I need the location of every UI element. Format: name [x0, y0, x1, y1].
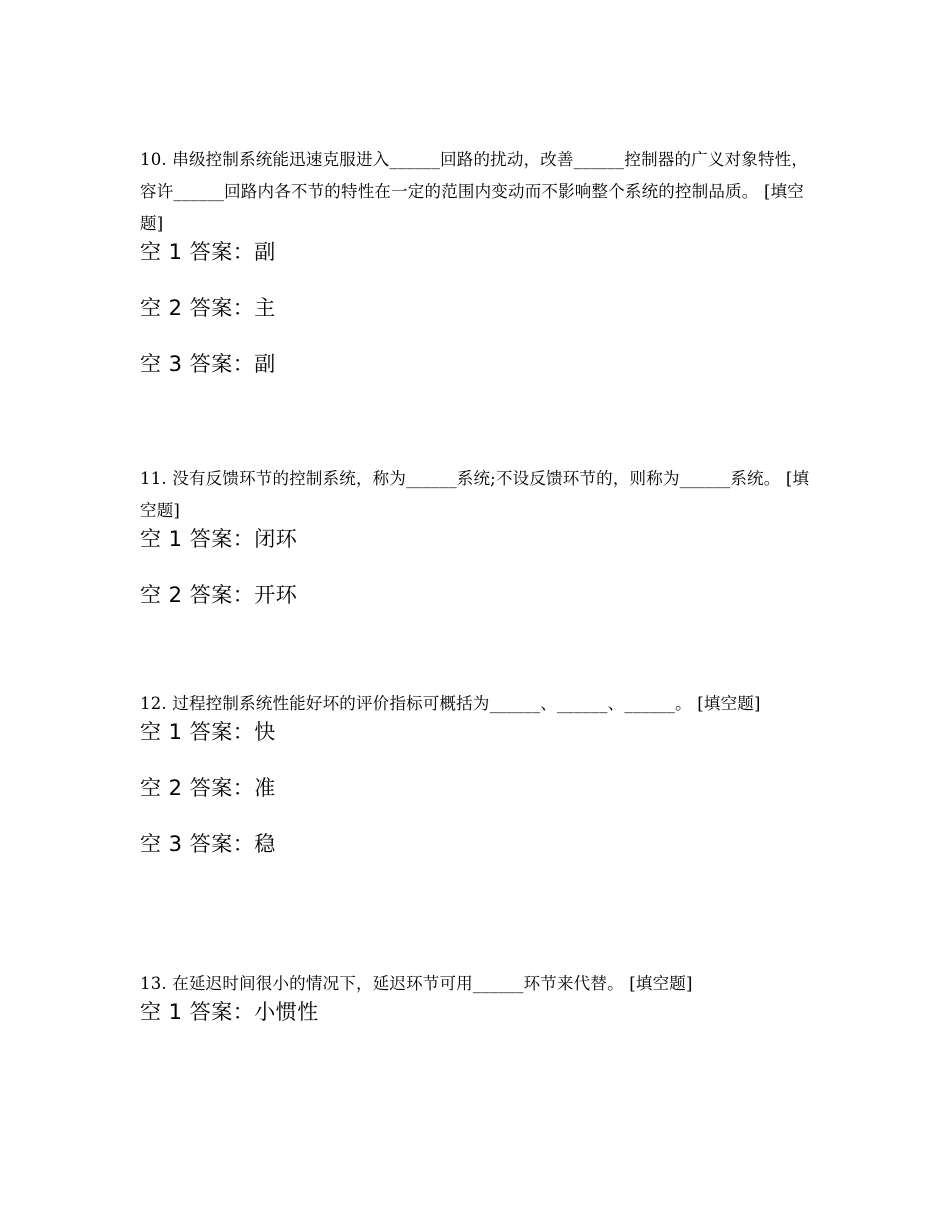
answer-blank-2: 空 2 答案：主 — [140, 296, 276, 320]
question-text: 12. 过程控制系统性能好坏的评价指标可概括为______、______、______。 [填空题] — [140, 694, 761, 713]
answer-blank-3: 空 3 答案：副 — [140, 352, 276, 376]
question-12 — [140, 688, 812, 884]
question-text: 13. 在延迟时间很小的情况下，延迟环节可用______环节来代替。 [填空题] — [140, 974, 693, 993]
answer-blank-3: 空 3 答案：稳 — [140, 832, 276, 856]
answer-blank-1: 空 1 答案：小惯性 — [140, 1000, 319, 1024]
question-13 — [140, 968, 812, 1052]
question-11 — [140, 463, 812, 635]
answer-list — [140, 716, 812, 884]
question-text: 11. 没有反馈环节的控制系统，称为______系统;不设反馈环节的，则称为______系统。 [填空题] — [140, 469, 810, 520]
answer-list — [140, 236, 812, 404]
question-text: 10. 串级控制系统能迅速克服进入______回路的扰动，改善______控制器的广义对象特性，容许______回路内各不节的特性在一定的范围内变动而不影响整个系统的控制品质。 [填空题] — [140, 150, 809, 233]
answer-blank-2: 空 2 答案：准 — [140, 776, 276, 800]
answer-list — [140, 523, 812, 635]
answer-blank-1: 空 1 答案：快 — [140, 720, 276, 744]
answer-blank-1: 空 1 答案：闭环 — [140, 527, 298, 551]
answer-blank-1: 空 1 答案：副 — [140, 240, 276, 264]
answer-blank-2: 空 2 答案：开环 — [140, 583, 298, 607]
question-10 — [140, 144, 812, 404]
answer-list — [140, 996, 812, 1052]
